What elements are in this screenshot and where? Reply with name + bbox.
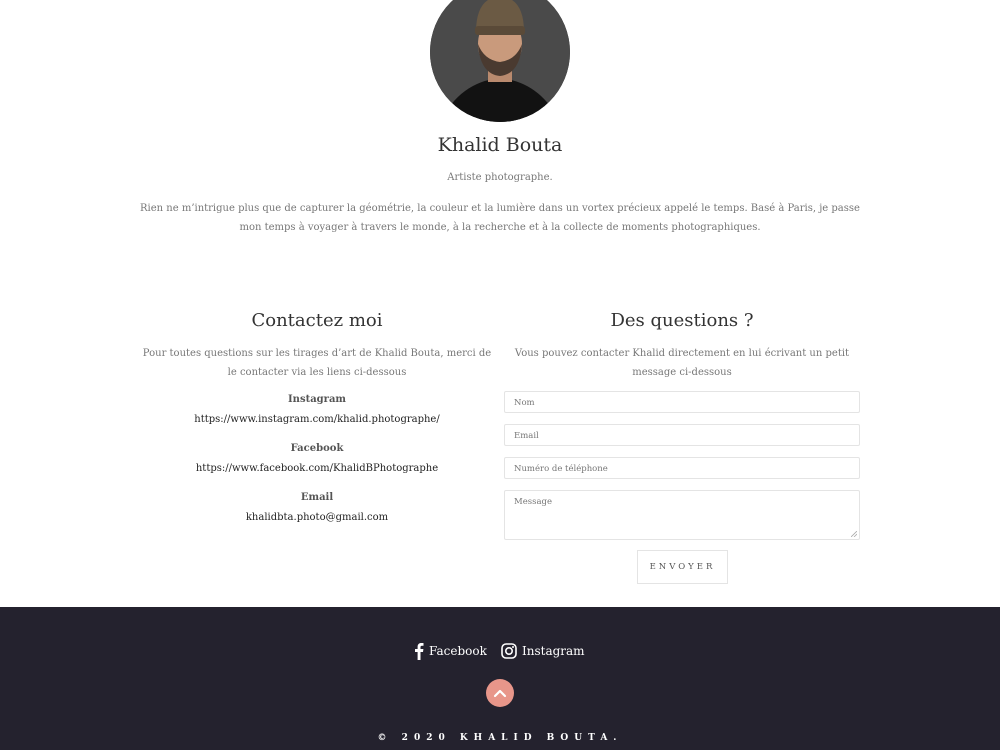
questions-description: Vous pouvez contacter Khalid directement en lui écrivant un petit message ci-dessous — [514, 348, 850, 378]
profile-name: Khalid Bouta — [437, 134, 563, 156]
footer-facebook-link[interactable] — [414, 641, 487, 661]
footer-instagram-label: Instagram — [522, 644, 585, 658]
resize-handle-icon[interactable] — [851, 531, 857, 537]
scroll-top-button[interactable] — [486, 679, 514, 707]
copyright: © 2020 KHALID BOUTA. — [377, 733, 623, 743]
email-input[interactable]: Email — [504, 424, 860, 446]
contact-facebook-link[interactable]: https://www.facebook.com/KhalidBPhotographe — [195, 463, 439, 474]
message-textarea[interactable] — [504, 490, 860, 540]
profile-role: Artiste photographe. — [447, 172, 553, 183]
contact-instagram-label: Instagram — [288, 394, 346, 405]
name-input[interactable]: Nom — [504, 391, 860, 413]
contact-description: Pour toutes questions sur les tirages d’art de Khalid Bouta, merci de le contacter via les liens ci-dessous — [142, 348, 492, 378]
phone-input[interactable]: Numéro de téléphone — [504, 457, 860, 479]
profile-bio: Rien ne m’intrigue plus que de capturer la géométrie, la couleur et la lumière dans un vortex précieux appelé le temps. Basé à Paris, je passe mon temps à voyager à travers le monde, à la recherche et à la collecte de moments photographiques. — [140, 203, 860, 233]
profile-photo — [430, 0, 570, 122]
footer-instagram-link[interactable] — [501, 641, 585, 661]
questions-title: Des questions ? — [610, 310, 754, 331]
instagram-icon — [501, 643, 517, 659]
message-placeholder: Message — [514, 497, 552, 507]
facebook-icon — [414, 642, 424, 660]
contact-email-label: Email — [300, 492, 334, 503]
submit-button[interactable]: ENVOYER — [637, 550, 728, 584]
contact-facebook-label: Facebook — [290, 443, 344, 454]
contact-title: Contactez moi — [251, 310, 383, 331]
contact-instagram-link[interactable]: https://www.instagram.com/khalid.photographe/ — [194, 414, 440, 425]
contact-email-link[interactable]: khalidbta.photo@gmail.com — [245, 512, 389, 523]
footer-facebook-label: Facebook — [429, 644, 487, 658]
chevron-up-icon — [493, 688, 507, 698]
